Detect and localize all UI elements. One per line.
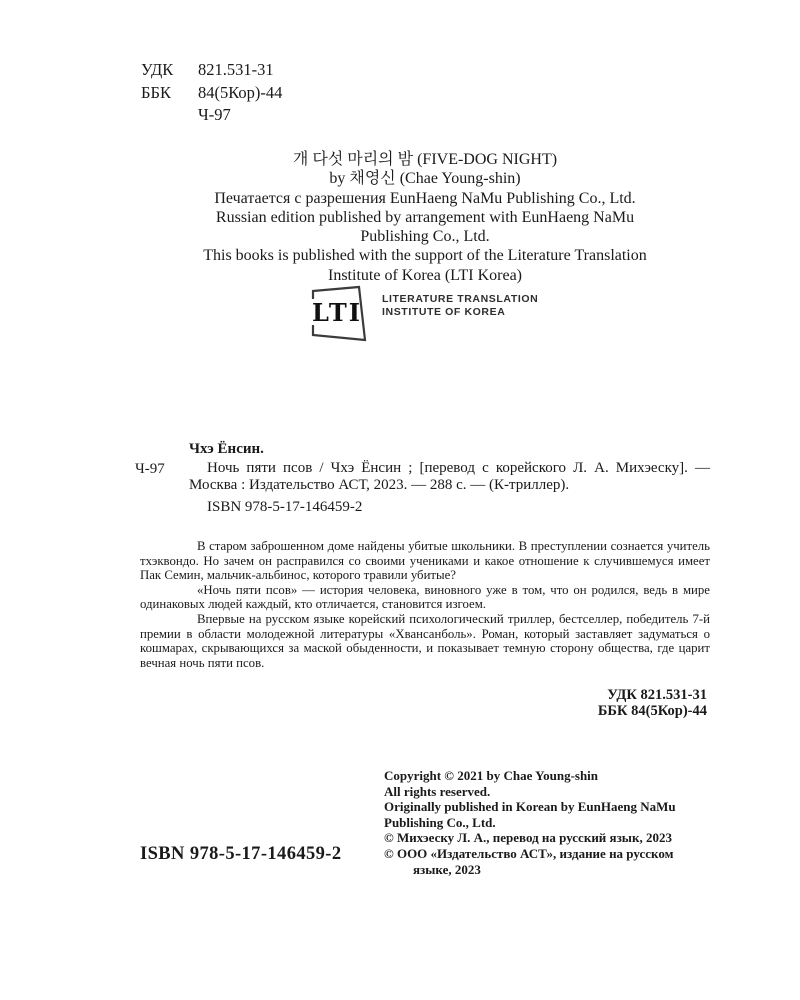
copyright-line-6: © ООО «Издательство АСТ», издание на русском (384, 845, 674, 861)
copyright-line-1: Copyright © 2021 by Chae Young-shin (384, 768, 599, 783)
author-code-top: Ч-97 (198, 105, 231, 124)
classification-codes-top (141, 59, 282, 127)
arrangement-line-2: Publishing Co., Ltd. (360, 228, 490, 246)
biblio-isbn: ISBN 978-5-17-146459-2 (207, 499, 363, 516)
annotation-block (140, 539, 710, 670)
bibliographic-record (189, 441, 710, 516)
udk-row (141, 59, 282, 82)
lti-name-line-2: INSTITUTE OF KOREA (382, 306, 506, 318)
lti-acronym: LTI (312, 298, 363, 327)
lti-name (382, 284, 538, 319)
title-rights-block (140, 150, 710, 285)
udk-value: 821.531-31 (198, 60, 274, 79)
bbk-row (141, 82, 282, 105)
bbk-label: ББК (141, 82, 171, 102)
annotation-paragraph-2: «Ночь пяти псов» — история человека, виновного уже в том, что он родился, ведь в мире одинаковых людей каждый, кто отличается, становится изгоем. (140, 582, 710, 612)
copyright-line-5: © Михэеску Л. А., перевод на русский язык, 2023 (384, 830, 672, 846)
isbn-bottom: ISBN 978-5-17-146459-2 (140, 844, 342, 864)
biblio-description: Ночь пяти псов / Чхэ Ёнсин ; [перевод с корейского Л. А. Михэеску]. — Москва : Издательство АСТ, 2023. — 288 с. — (К-триллер). (189, 459, 710, 493)
author-code-spacer (141, 104, 198, 127)
annotation-paragraph-3: Впервые на русском языке корейский психологический триллер, бестселлер, победитель 7-й премии в области молодежной литературы «Хвансанболь». Роман, который заставляет задуматься о кошмарах, скрывающихся за маской обыденности, и показывает темную сторону общества, где царит вечная ночь пяти псов. (140, 611, 710, 670)
udk-right: УДК 821.531-31 (607, 687, 707, 703)
arrangement-line-1: Russian edition published by arrangement with EunHaeng NaMu (215, 208, 635, 226)
author-code-row (141, 104, 282, 127)
classification-codes-right (140, 688, 707, 719)
bbk-right: ББК 84(5Кор)-44 (597, 702, 707, 719)
biblio-author-heading: Чхэ Ёнсин. (189, 441, 264, 457)
bbk-value: 84(5Кор)-44 (198, 82, 283, 102)
copyright-block (384, 768, 714, 877)
copyright-line-2: All rights reserved. (384, 783, 491, 799)
permission-line: Печатается с разрешения EunHaeng NaMu Publishing Co., Ltd. (214, 189, 636, 207)
support-line-2: Institute of Korea (LTI Korea) (328, 266, 522, 284)
copyright-line-7: языке, 2023 (413, 861, 481, 877)
lti-korea-logo (309, 284, 538, 344)
original-title-line: 개 다섯 마리의 밤 (FIVE-DOG NIGHT) (292, 151, 558, 168)
lti-name-line-1: LITERATURE TRANSLATION (382, 293, 539, 305)
copyright-line-4: Publishing Co., Ltd. (384, 814, 496, 830)
copyright-line-3: Originally published in Korean by EunHaeng NaMu (384, 799, 676, 815)
udk-label: УДК (141, 60, 174, 79)
support-line-1: This books is published with the support of the Literature Translation (203, 247, 647, 265)
annotation-paragraph-1: В старом заброшенном доме найдены убитые школьники. В преступлении сознается учитель тхэквондо. Но зачем он расправился со своими учениками и какое отношение к случившемуся имеет Пак Семин, мальчик-альбинос, которого травили убитые? (140, 539, 710, 583)
original-author-line: by 채영신 (Chae Young-shin) (329, 170, 521, 188)
biblio-author-code: Ч-97 (135, 461, 165, 477)
lti-frame-icon (309, 284, 369, 344)
